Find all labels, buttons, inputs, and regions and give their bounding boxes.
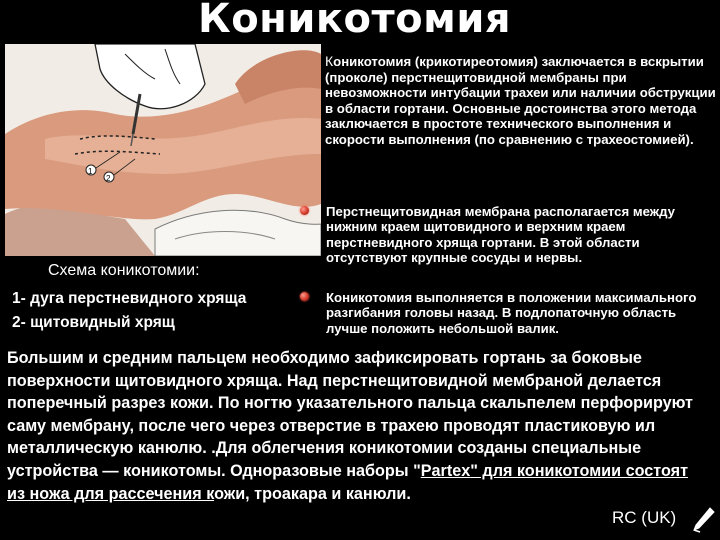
coniotomy-illustration [5, 44, 321, 256]
bullet-icon [300, 206, 309, 215]
schema-title: Схема коникотомии: [48, 262, 200, 279]
bullet-icon [300, 292, 309, 301]
intro-paragraph [325, 54, 717, 148]
main-text-part1: Большим и средним пальцем необходимо зафиксировать гортань за боковые поверхности щитовидного хряща. Над перстнещитовидной мембраной делается поперечный разрез кожи. По ногтю указательного пальца скальпелем перфорируют саму мембрану, после чего через отверстие в трахею проводят пластиковую ил металлическую канюлю. .Для облегчения коникотомии созданы специальные устройства — коникотомы. Одноразовые наборы " [7, 349, 693, 480]
bullet-item [300, 204, 712, 266]
intro-first-letter: К [325, 53, 334, 69]
main-paragraph [7, 347, 707, 505]
pen-nib-icon [690, 506, 716, 534]
main-text-part2: ожи, троакара и канюли. [214, 484, 411, 503]
illustration-drawing [5, 44, 321, 256]
bullet-text: Коникотомия выполняется в положении максимального разгибания головы назад. В подлопаточную область лучше положить небольшой валик. [326, 290, 697, 336]
bullet-text: Перстнещитовидная мембрана располагается между нижним краем щитовидного и верхним краем перстневидного хряща гортани. В этой области отсутствуют крупные сосуды и нервы. [326, 204, 675, 266]
schema-legend-item: 1- дуга перстневидного хряща [12, 290, 247, 307]
label-2: 2 [106, 174, 111, 183]
label-1: 1 [88, 167, 93, 176]
schema-legend-item: 2- щитовидный хрящ [12, 314, 175, 331]
credit-label: RC (UK) [612, 508, 677, 527]
bullet-item [300, 290, 700, 336]
intro-text: оникотомия (крикотиреотомия) заключается в вскрытии (проколе) перстнещитовидной мембраны при невозможности интубации трахеи или наличии обструкции в области гортани. Основные достоинства этого метода заключается в простоте технического выполнения и скорости выполнения (по сравнению с трахеостомией). [325, 54, 716, 147]
partex-link[interactable]: Partex [420, 461, 471, 480]
coniotomy-kit-link[interactable]: " для коникотомии состоят из ножа для рассечения к [7, 461, 689, 503]
slide-title: Коникотомия [198, 0, 512, 42]
